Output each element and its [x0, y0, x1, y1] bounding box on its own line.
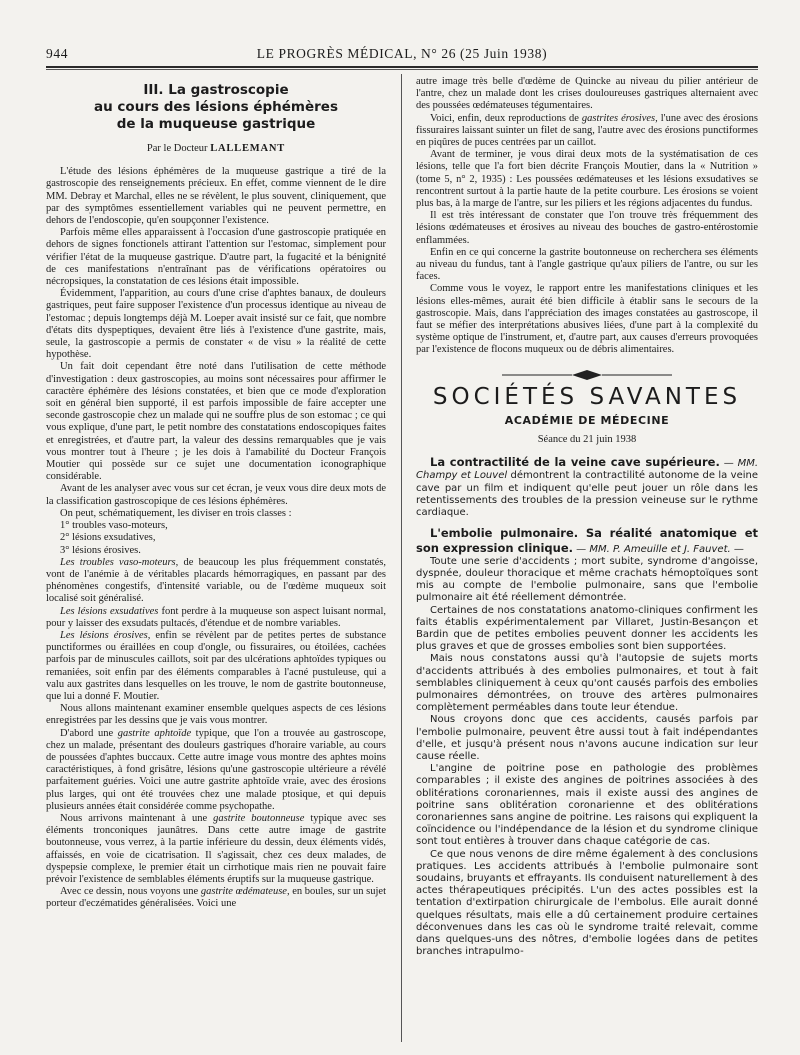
paragraph-text: Avant de terminer, je vous dirai deux mots de la systématisation de ces lésions, telle que l'a fort bien décrite François Moutier, dans la « Nutrition » (tome 5, n° 2, 1935) : Les poussées œdémateuses et les lésions exsudatives se rencontrent surtout à la partie haute de la petite courbure. Les érosions se voient plus bas, à la marge de l'antre, sur les piliers et les régions adjacentes du fundus. — [416, 149, 758, 210]
paragraph-text: Avec ce dessin, nous voyons une — [60, 886, 201, 898]
list-item: 1° troubles vaso-moteurs, — [60, 520, 168, 532]
ornament-icon — [502, 369, 672, 381]
paragraph — [416, 113, 758, 150]
communication-text: démontrent la contractilité autonome de la veine cave par un film et indiquent qu'elle peut jouer un rôle dans les retentissements des troubles de la pression veineuse sur le rythme cardiaque. — [416, 470, 758, 519]
paragraph — [46, 630, 386, 703]
paragraph-text: Enfin en ce qui concerne la gastrite boutonneuse on recherchera ses éléments au niveau du fundus, tant à l'angle gastrique qu'aux piliers de l'antre, ou sur les faces. — [416, 246, 758, 283]
left-body-2 — [46, 557, 386, 911]
paragraph — [46, 557, 386, 606]
section-heading: SOCIÉTÉS SAVANTES — [432, 383, 742, 410]
paragraph: Toute une serie d'accidents ; mort subite, syndrome d'angoisse, dyspnée, douleur thoracique et même crachats hémoptoïques sont mis au compte de l'embolie pulmonaire, sans que l'embolie pulmonaire ait été réellement démontrée. — [416, 555, 758, 604]
article-title-line: III. La gastroscopie — [143, 82, 289, 98]
article-title — [46, 82, 386, 133]
page-number: 944 — [46, 46, 69, 61]
paragraph: Évidemment, l'apparition, au cours d'une crise d'aphtes banaux, de douleurs gastriques, peut faire supposer l'existence d'un processus identique au niveau de l'estomac ; depuis longtemps déjà M. Loeper avait insisté sur ce fait, que nombre d'états dits dyspeptiques, devaient être liés à l'existence d'une gastrite, mais, seule, la gastroscopie a permis de constater « de visu » la réalité de cette hypothèse. — [46, 288, 386, 361]
communication-2 — [416, 527, 758, 958]
session-date: Séance du 21 juin 1938 — [537, 434, 637, 446]
emphasis: Les troubles vaso-moteurs, — [60, 556, 179, 568]
paragraph: Certaines de nos constatations anatomo-cliniques confirment les faits établis expérimentalement par Villaret, Justin-Besançon et Bardin que de petites embolies peuvent donner les accidents les plus graves et que de grosses embolies sont bien supportées. — [416, 604, 758, 653]
paragraph-text: enfin se révèlent par de petites pertes de substance punctiformes ou éraillées en coup d'ongle, ou fissuraires, ou étoilées, cachées parfois par de minuscules caillots, soit par des ulcérations aphtoïdes typiques ou remaniées, soit enfin par des éléments comparables à l'acné pustuleuse, qui a valu aux gastrites dans lesquelles on les trouve, le nom de gastrite boutonneuse, que lui a donné F. Moutier. — [46, 629, 386, 702]
paragraph: Avant de les analyser avec vous sur cet écran, je veux vous dire deux mots de la classification gastroscopique de ces lésions éphémères. — [46, 483, 386, 507]
paragraph — [416, 76, 758, 113]
paragraph — [46, 606, 386, 630]
paragraph: Un fait doit cependant être noté dans l'utilisation de cette méthode d'investigation : deux gastroscopies, au moins sont nécessaires pour affirmer le caractère éphémère des lésions constatées, et bien que ce mode d'exploration soit en général bien supporté, il est parfois impossible de faire accepter une seconde gastroscopie chez un malade qui ne souffre plus de son estomac ; ce qui vous explique, d'une part, le petit nombre des constatations endoscopiques faites et enregistrées, et d'autre part, la valeur des dessins remarquables que je vais vous montrer tout à l'heure ; je les dois à l'amabilité du Docteur François Moutier qui possède sur ce sujet une documentation iconographique considérable. — [46, 361, 386, 483]
communication-body — [416, 556, 758, 959]
paragraph — [46, 703, 386, 727]
running-header — [46, 44, 758, 68]
communication-title: L'embolie pulmonaire. Sa réalité anatomique et son expression clinique. — [416, 526, 758, 555]
paragraph-text: de beaucoup les plus fréquemment constatés, vont de l'anémie à de véritables placards hémorragiques, en passant par des phénomènes congestifs, d'intensité variable, ou de l'œdème muqueux soit localisé soit généralisé. — [46, 556, 386, 605]
emphasis: Les lésions érosives, — [60, 629, 151, 641]
paragraph — [46, 886, 386, 910]
paragraph-text: Voici, enfin, deux reproductions de — [430, 112, 582, 124]
dash: — — [730, 543, 744, 555]
right-body — [416, 76, 758, 357]
paragraph: On peut, schématiquement, les diviser en trois classes : — [60, 507, 292, 519]
paragraph: Ce que nous venons de dire même également à des conclusions pratiques. Les accidents attribués à l'embolie pulmonaire sont soudains, bruyants et effrayants. Ils conduisent naturellement à des actes thérapeutiques précipités. L'un des actes possibles est la tentation d'extirpation chirurgicale de l'embolus. Elle aurait donné quelques résultats, mais elle a dû certainement produire certaines déconvenues dans les cas où le syndrome traité relevait, comme dans quelques-uns des nôtres, d'embolie logées dans de petites branches intrapulmo- — [416, 848, 758, 958]
left-body — [46, 166, 386, 520]
header-rule — [46, 69, 758, 70]
list-item: 3° lésions érosives. — [60, 544, 141, 556]
paragraph-text: Nous allons maintenant examiner ensemble quelques aspects de ces lésions enregistrées par les dessins que je vais vous montrer. — [46, 703, 386, 727]
article-title-line: au cours des lésions éphémères — [94, 99, 338, 115]
left-column — [46, 76, 386, 911]
article-title-line: de la muqueuse gastrique — [116, 116, 316, 132]
paragraph-text: en boules, sur un sujet porteur d'eczématides généralisées. Voici une — [46, 886, 386, 910]
paragraph: L'angine de poitrine pose en pathologie des problèmes comparables ; il existe des angines de poitrines associées à des oblitérations coronariennes, mais il existe aussi des angines de poitrine sans oblitération coronarienne et des oblitérations coronariennes sans angine de poitrine. Les raisons qui expliquent la coïncidence ou l'indépendance de la lésion et du syndrome clinique sont tout entières à trouver dans chaque catégorie de cas. — [416, 763, 758, 848]
paragraph-text: D'abord une — [60, 727, 118, 739]
paragraph — [416, 149, 758, 210]
paragraph-text: Il est très intéressant de constater que l'on trouve très fréquemment des lésions œdémateuses et érosives au niveau des bouches de gastro-entérostomie enflammées. — [416, 210, 758, 246]
paragraph-text: Comme vous le voyez, le rapport entre les manifestations cliniques et les lésions elles-mêmes, aurait été bien difficile à établir sans le secours de la gastroscopie. Mais, dans l'appréciation des images constatées au gastroscope, il faut se méfier des interprétations abusives liées, d'une part à la complexité du système optique de l'instrument, et, d'autre part, aux causes d'erreurs provoquées par l'existence de flocons muqueux ou de débris alimentaires. — [416, 283, 758, 356]
paragraph — [416, 210, 758, 247]
column-divider — [401, 74, 402, 1042]
paragraph-text: l'une avec des érosions fissuraires laissant suinter un filet de sang, l'autre avec des érosions punctiformes en piqûres de puces centrées par un caillot. — [416, 112, 758, 149]
paragraph — [416, 247, 758, 284]
author-name: LALLEMANT — [210, 143, 286, 154]
list-item: 2° lésions exsudatives, — [60, 532, 156, 544]
paragraph-text: typique, que l'on a trouvée au gastroscope, chez un malade, présentant des douleurs gastriques d'horaire variable, au cours de poussées d'aphtes buccaux. Cette autre image vous montre des aphtes moins caractéristiques, à fond grisâtre, lésions qu'une gastroscopie ultérieure a révélé parfaitement guéries. Voici une autre gastrite aphtoïde vraie, avec des érosions plus larges, qui ont été trouvées chez une malade ptosique, et qui depuis plusieurs années était considérée comme psychopathe. — [46, 727, 386, 812]
byline — [46, 143, 386, 155]
paragraph: Mais nous constatons aussi qu'à l'autopsie de sujets morts d'accidents attribués à des embolies pulmonaires, et tout à fait semblables cliniquement à ceux qu'ont causés parfois des embolies pulmonaires démontrées, on trouve des artères pulmonaires complètement perméables dans toute leur étendue. — [416, 653, 758, 714]
paragraph — [46, 728, 386, 813]
paragraph — [46, 813, 386, 886]
paragraph: Nous croyons donc que ces accidents, causés parfois par l'embolie pulmonaire, peuvent être aussi tout à fait indépendantes d'elle, et jusqu'à présent nous n'avons aucune indication sur leur cause réelle. — [416, 714, 758, 762]
academy-heading: ACADÉMIE DE MÉDECINE — [504, 413, 670, 427]
paragraph-text: Nous arrivons maintenant à une — [60, 812, 214, 824]
paragraph-text: typique avec ses éléments tronconiques jaunâtres. Dans cette autre image de gastrite boutonneuse, vous verrez, à la partie inférieure du dessin, deux éléments vidés, affaissés, en voie de cicatrisation. Il s'agissait, chez ces deux malades, de dyspepsie complexe, le premier était un cirrhotique mais rien ne pouvait faire prévoir l'existence de semblables éléments éruptifs sur la muqueuse gastrique. — [46, 812, 386, 885]
communication-authors: MM. Champy et Louvel — [416, 458, 758, 482]
communication-authors: — MM. P. Ameuille et J. Fauvet. — [573, 543, 731, 555]
paragraph — [416, 283, 758, 356]
byline-prefix: Par le Docteur — [146, 143, 208, 154]
communication-1 — [416, 456, 758, 519]
paragraph-text: font perdre à la muqueuse son aspect luisant normal, pour y laisser des exsudats pultacés, d'étendue et de nombre variables. — [46, 605, 386, 629]
emphasis: gastrite boutonneuse — [213, 812, 305, 824]
emphasis: gastrites érosives, — [581, 112, 658, 124]
emphasis: Les lésions exsudatives — [60, 605, 159, 617]
emphasis: gastrite aphtoïde — [117, 727, 192, 739]
journal-title: LE PROGRÈS MÉDICAL, N° 26 (25 Juin 1938) — [256, 46, 548, 61]
ornament-divider — [416, 369, 758, 383]
communication-title: La contractilité de la veine cave supérieure. — [430, 455, 720, 470]
paragraph: L'étude des lésions éphémères de la muqueuse gastrique a tiré de la gastroscopie des renseignements précieux. En effet, comme viennent de le dire MM. Debray et Marchal, elles ne se révèlent, le plus souvent, cliniquement, que par des symptômes essentiellement variables qui ne peuvent permettre, en dehors de l'endoscopie, qu'en soupçonner l'existence. — [46, 166, 386, 227]
emphasis: gastrite œdémateuse, — [200, 886, 290, 898]
right-column — [416, 76, 758, 958]
dash: — — [719, 458, 738, 470]
classification-list — [46, 520, 386, 557]
paragraph-text: autre image très belle d'œdème de Quincke au niveau du pilier antérieur de l'antre, chez un malade dont les crises douloureuses gastriques alternaient avec des poussées œdémateuses tégumentaires. — [416, 76, 758, 112]
paragraph: Parfois même elles apparaissent à l'occasion d'une gastroscopie pratiquée en dehors de signes fonctionels attirant l'attention sur l'estomac, simplement pour vérifier l'état de la muqueuse gastrique. D'autre part, la fugacité et la bénignité de ces manifestations n'entraînant pas de vérifications opératoires ou nécropsiques, la constatation de ces lésions était impossible. — [46, 227, 386, 288]
